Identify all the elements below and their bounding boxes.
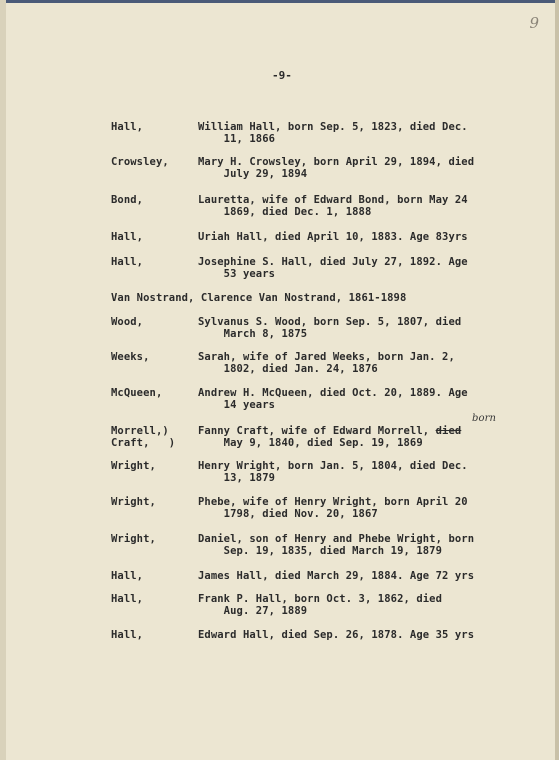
record-text-line-1: Andrew H. McQueen, died Oct. 20, 1889. Age — [198, 387, 468, 399]
record-text-line-2: 53 years — [198, 268, 276, 280]
surname-secondary: Craft, ) — [111, 437, 176, 449]
record-text-line-1: Henry Wright, born Jan. 5, 1804, died Dec. — [198, 460, 468, 472]
record-text-line-1: Josephine S. Hall, died July 27, 1892. Age — [198, 256, 468, 268]
record-text-line-1: James Hall, died March 29, 1884. Age 72 yrs — [198, 570, 475, 582]
record-text-line-1: Phebe, wife of Henry Wright, born April 20 — [198, 496, 468, 508]
page-number: -9- — [272, 69, 292, 82]
page-right-edge — [555, 0, 559, 760]
record-text-line-1-start: Fanny Craft, wife of Edward Morrell, — [198, 425, 436, 437]
record-text-line-2: 14 years — [198, 399, 276, 411]
record-text-line-1: Edward Hall, died Sep. 26, 1878. Age 35 yrs — [198, 629, 475, 641]
record-text-line-1: Mary H. Crowsley, born April 29, 1894, died — [198, 156, 475, 168]
record-text-line-2: 1798, died Nov. 20, 1867 — [198, 508, 378, 520]
surname: Hall, — [111, 570, 144, 582]
surname: Hall, — [111, 231, 144, 243]
record-text-line-1: Frank P. Hall, born Oct. 3, 1862, died — [198, 593, 443, 605]
surname: Wright, — [111, 533, 156, 545]
surname: Hall, — [111, 593, 144, 605]
handwritten-page-mark: 9 — [529, 14, 539, 32]
record-text-line-1: William Hall, born Sep. 5, 1823, died Dec. — [198, 121, 468, 133]
surname: McQueen, — [111, 387, 163, 399]
record-text-line-2: 1802, died Jan. 24, 1876 — [198, 363, 378, 375]
record-text-line-2: May 9, 1840, died Sep. 19, 1869 — [198, 437, 423, 449]
record-text-line-2: Aug. 27, 1889 — [198, 605, 308, 617]
struck-word: died — [435, 425, 462, 437]
page-top-edge — [6, 0, 559, 3]
record-text-line-1 — [198, 425, 528, 437]
record-text-line-1: Sarah, wife of Jared Weeks, born Jan. 2, — [198, 351, 455, 363]
surname: Morrell,) — [111, 425, 169, 437]
record-text-line-2: 13, 1879 — [198, 472, 276, 484]
record-text-line-1: Uriah Hall, died April 10, 1883. Age 83yrs — [198, 231, 468, 243]
surname: Wood, — [111, 316, 144, 328]
record-text-line-2: March 8, 1875 — [198, 328, 308, 340]
surname: Weeks, — [111, 351, 150, 363]
record-text-line-2: July 29, 1894 — [198, 168, 308, 180]
record-text-line-1: Daniel, son of Henry and Phebe Wright, born — [198, 533, 475, 545]
record-text-line-2: Sep. 19, 1835, died March 19, 1879 — [198, 545, 443, 557]
surname: Bond, — [111, 194, 144, 206]
surname: Wright, — [111, 460, 156, 472]
record-text-line-1: Sylvanus S. Wood, born Sep. 5, 1807, died — [198, 316, 462, 328]
record-text-line-1: Lauretta, wife of Edward Bond, born May 24 — [198, 194, 468, 206]
surname: Hall, — [111, 121, 144, 133]
surname: Hall, — [111, 256, 144, 268]
record-text-line-2: 11, 1866 — [198, 133, 276, 145]
handwritten-correction: born — [472, 413, 497, 424]
surname: Hall, — [111, 629, 144, 641]
surname: Wright, — [111, 496, 156, 508]
surname: Crowsley, — [111, 156, 169, 168]
record-text-line-2: 1869, died Dec. 1, 1888 — [198, 206, 372, 218]
record-full-line: Van Nostrand, Clarence Van Nostrand, 1861-1898 — [111, 292, 407, 304]
